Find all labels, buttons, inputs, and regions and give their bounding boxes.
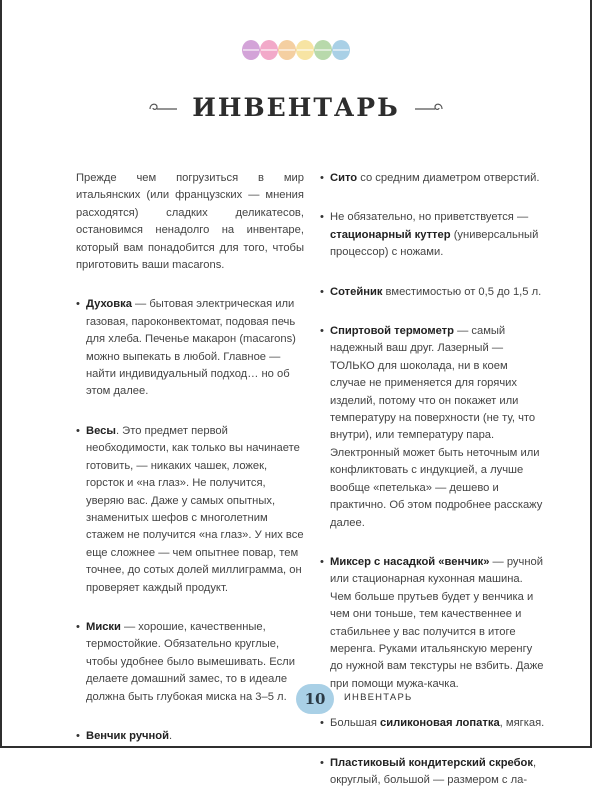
item-text: . <box>169 729 173 742</box>
list-item <box>320 755 546 789</box>
item-text: . Это предмет первой необходимости, как только вы начинаете готовить, — никаких чашек, ложек, горсток и «на глаз». Не получится, уверяю вас. Даже у самых опытных, знаменитых шефов с многолетним стажем не получится «на глаз». У них все еще сложнее — чем опытнее повар, тем точнее, до сотых долей миллиграмма, он проверяет каждый продукт. <box>86 424 304 594</box>
item-term: силиконовая лопатка <box>380 717 500 730</box>
page-title: ИНВЕНТАРЬ <box>192 92 400 122</box>
macarons-decoration <box>2 38 590 62</box>
item-term: Венчик ручной <box>86 729 170 742</box>
item-term: Пластиковый кондитерский скребок <box>330 756 533 769</box>
list-item <box>320 170 546 187</box>
running-head: ИНВЕНТАРЬ <box>344 692 413 703</box>
item-term: Миксер с насадкой «венчик» <box>330 555 490 568</box>
item-prefix: Не обязательно, но приветствуется — <box>330 211 529 224</box>
title-row <box>2 90 590 124</box>
item-prefix: Большая <box>330 717 381 730</box>
list-item <box>76 296 304 400</box>
item-text: (универсальный процессор) с ножами. <box>330 228 539 259</box>
flourish-left-icon <box>148 100 178 114</box>
page-number: 10 <box>296 684 334 714</box>
item-term: Сито <box>330 172 358 184</box>
macarons-icon <box>241 38 351 62</box>
list-item <box>76 423 304 597</box>
item-text: вместимостью от 0,5 до 1,5 л. <box>382 285 542 298</box>
list-item <box>320 554 546 693</box>
list-item <box>320 715 546 732</box>
item-term: Сотейник <box>330 285 383 298</box>
item-term: Спиртовой термометр <box>330 325 454 338</box>
item-text: — самый надежный ваш друг. Лазерный — ТОЛЬКО для шоколада, ни в коем случае не применяется для горячих изделий, потому что он покажет или температуру на поверхности (не ту, что внутри), или температуру пара. Электронный может быть неточным или конфликтовать с индукцией, а лучше вообще «петелька» — дешево и практично. Об этом подробнее расскажу далее. <box>330 325 543 529</box>
item-text: — бытовая электрическая или газовая, пароконвектомат, подовая печь для хлеба. Печенье макарон (macarons) можно выпекать в любой. Главное — найти индивидуальный подход… но об этом далее. <box>86 298 296 398</box>
item-term: Миски <box>86 620 121 633</box>
item-term: стационарный куттер <box>330 228 451 241</box>
list-item <box>320 323 546 532</box>
item-text: , мягкая. <box>499 717 545 730</box>
list-item <box>76 728 304 745</box>
page-footer <box>2 684 590 714</box>
item-text: со средним диаметром отверстий. <box>357 172 540 184</box>
item-term: Весы <box>86 424 116 437</box>
item-term: Духовка <box>86 298 132 311</box>
item-text: , округлый, большой — размером с ла- <box>330 756 537 786</box>
item-text: — хорошие, качественные, термостойкие. Обязательно круглые, чтобы удобнее было вымешивать. Если делаете домашний замес, то в идеале должна быть глубокая миска на 3–5 л. <box>86 620 295 703</box>
item-text: — ручной или стационарная кухонная машина. Чем больше прутьев будет у венчика и чем они тоньше, тем качественнее и стабильнее у вас получится в итоге меренга. Руками итальянскую меренгу до нужной вам текстуры не взбить. Даже при помощи мужа-качка. <box>330 555 544 690</box>
list-item <box>320 284 546 301</box>
left-column <box>76 170 304 745</box>
list-item <box>320 209 546 261</box>
intro-paragraph: Прежде чем погрузиться в мир итальянских (или французских — мнения расходятся) сладких деликатесов, остановимся ненадолго на инвентаре, который вам понадобится для того, чтобы приготовить ваши macarons. <box>76 172 304 272</box>
flourish-right-icon <box>414 100 444 114</box>
